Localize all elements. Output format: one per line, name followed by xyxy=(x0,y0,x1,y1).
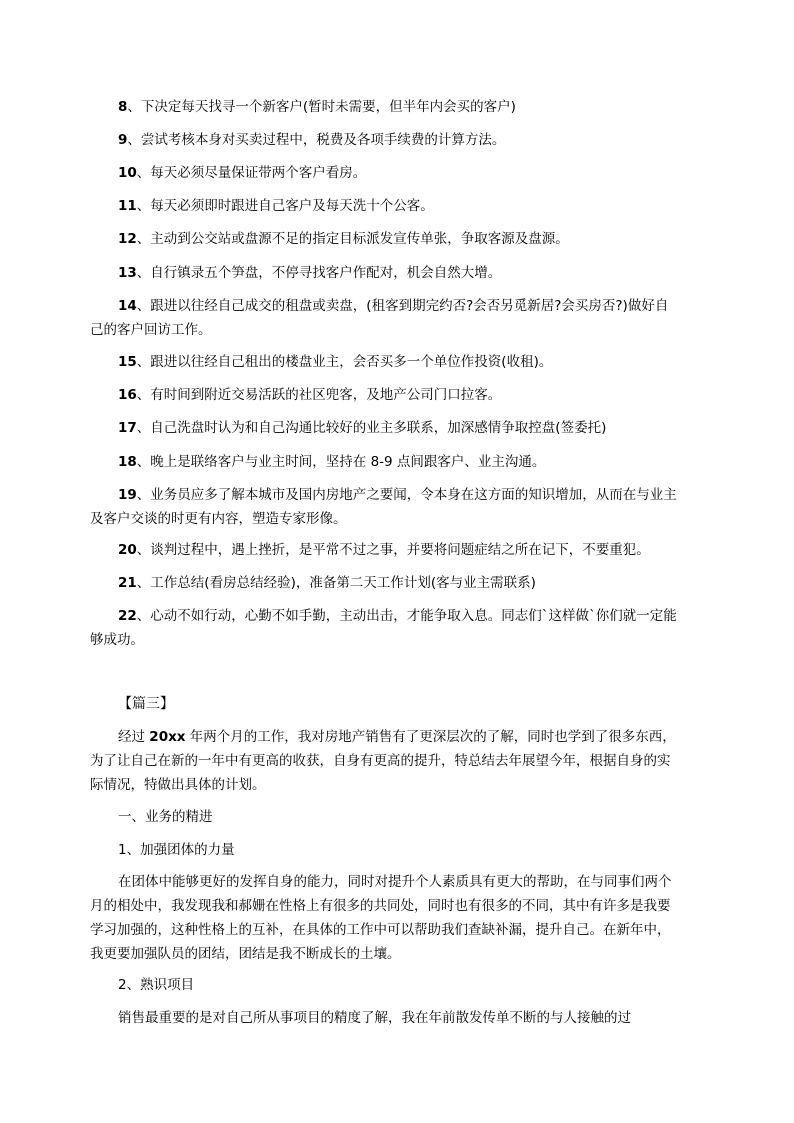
item-text: 、自己洗盘时认为和自己沟通比较好的业主多联系，加深感情争取控盘(签委托) xyxy=(136,420,607,436)
item-number: 10 xyxy=(118,165,137,181)
list-item xyxy=(118,128,682,152)
list-item xyxy=(90,294,680,342)
list-item xyxy=(118,95,682,119)
item-number: 8 xyxy=(118,99,128,115)
item-text: 、尝试考核本身对买卖过程中，税费及各项手续费的计算方法。 xyxy=(127,132,506,148)
item-number: 13 xyxy=(118,265,137,281)
item-number: 22 xyxy=(118,608,137,624)
item-text: 、跟进以往经自己租出的楼盘业主，会否买多一个单位作投资(收租)。 xyxy=(136,354,553,370)
item-text: 、工作总结(看房总结经验)，准备第二天工作计划(客与业主需联系) xyxy=(136,575,536,591)
item-number: 19 xyxy=(118,487,137,503)
subheading: 1、加强团体的力量 xyxy=(118,842,235,858)
body-paragraph: 在团体中能够更好的发挥自身的能力，同时对提升个人素质具有更大的帮助，在与同事们两个月的相处中，我发现我和郝姗在性格上有很多的共同处，同时也有很多的不同，其中有许多是我要学习加强的，这种性格上的互补，在具体的工作中可以帮助我们查缺补漏，提升自己。在新年中，我更要加强队员的团结，团结是我不断成长的土壤。 xyxy=(90,874,672,962)
list-item xyxy=(118,261,682,285)
list-item xyxy=(90,483,680,531)
item-number: 20 xyxy=(118,542,137,558)
subheading: 2、熟识项目 xyxy=(118,977,195,993)
item-number: 17 xyxy=(118,420,137,436)
intro-paragraph xyxy=(90,725,680,797)
intro-year: 20xx xyxy=(149,729,186,745)
list-item xyxy=(118,538,682,562)
list-item xyxy=(118,416,682,440)
part-heading: 一、业务的精进 xyxy=(118,809,213,825)
list-item xyxy=(118,350,682,374)
intro-post: 年两个月的工作，我对房地产销售有了更深层次的了解，同时也学到了很多东西，为了让自己在新的一年中有更高的收获，自身有更高的提升，特总结去年展望今年，根据自身的实际情况，特做出具体的计划。 xyxy=(90,729,676,793)
item-text: 、有时间到附近交易活跃的社区兜客，及地产公司门口拉客。 xyxy=(136,387,502,403)
item-text: 、每天必须即时跟进自己客户及每天洗十个公客。 xyxy=(136,198,434,214)
item-number: 21 xyxy=(118,575,137,591)
list-item xyxy=(118,571,682,595)
item-text: 、业务员应多了解本城市及国内房地产之要闻，令本身在这方面的知识增加，从而在与业主及客户交谈的时更有内容，塑造专家形像。 xyxy=(90,487,677,527)
item-number: 9 xyxy=(118,132,128,148)
intro-pre: 经过 xyxy=(118,729,150,745)
list-item xyxy=(90,604,680,652)
list-item xyxy=(118,450,682,474)
section-title: 【篇三】 xyxy=(118,696,174,712)
item-number: 15 xyxy=(118,354,137,370)
list-item xyxy=(118,227,682,251)
item-text: 、晚上是联络客户与业主时间，坚持在 8-9 点间跟客户、业主沟通。 xyxy=(136,454,546,470)
item-text: 、谈判过程中，遇上挫折，是平常不过之事，并要将问题症结之所在记下，不要重犯。 xyxy=(136,542,650,558)
item-text: 、跟进以往经自己成交的租盘或卖盘，(租客到期完约否?会否另觅新居?会买房否?)做好自己的客户回访工作。 xyxy=(90,298,669,338)
item-text: 、下决定每天找寻一个新客户(暂时未需要，但半年内会买的客户) xyxy=(127,99,516,115)
item-text: 、心动不如行动，心勤不如手勤，主动出击，才能争取入息。同志们`这样做`你们就一定能够成功。 xyxy=(90,608,677,648)
item-number: 11 xyxy=(118,198,137,214)
item-text: 、自行镇录五个笋盘，不停寻找客户作配对，机会自然大增。 xyxy=(136,265,502,281)
list-item xyxy=(118,194,682,218)
item-text: 、主动到公交站或盘源不足的指定目标派发宣传单张，争取客源及盘源。 xyxy=(136,231,569,247)
list-item xyxy=(118,161,682,185)
item-number: 14 xyxy=(118,298,137,314)
item-number: 16 xyxy=(118,387,137,403)
list-item xyxy=(118,383,682,407)
item-text: 、每天必须尽量保证带两个客户看房。 xyxy=(136,165,367,181)
body-paragraph: 销售最重要的是对自己所从事项目的精度了解，我在年前散发传单不断的与人接触的过 xyxy=(118,1010,631,1026)
item-number: 12 xyxy=(118,231,137,247)
item-number: 18 xyxy=(118,454,137,470)
